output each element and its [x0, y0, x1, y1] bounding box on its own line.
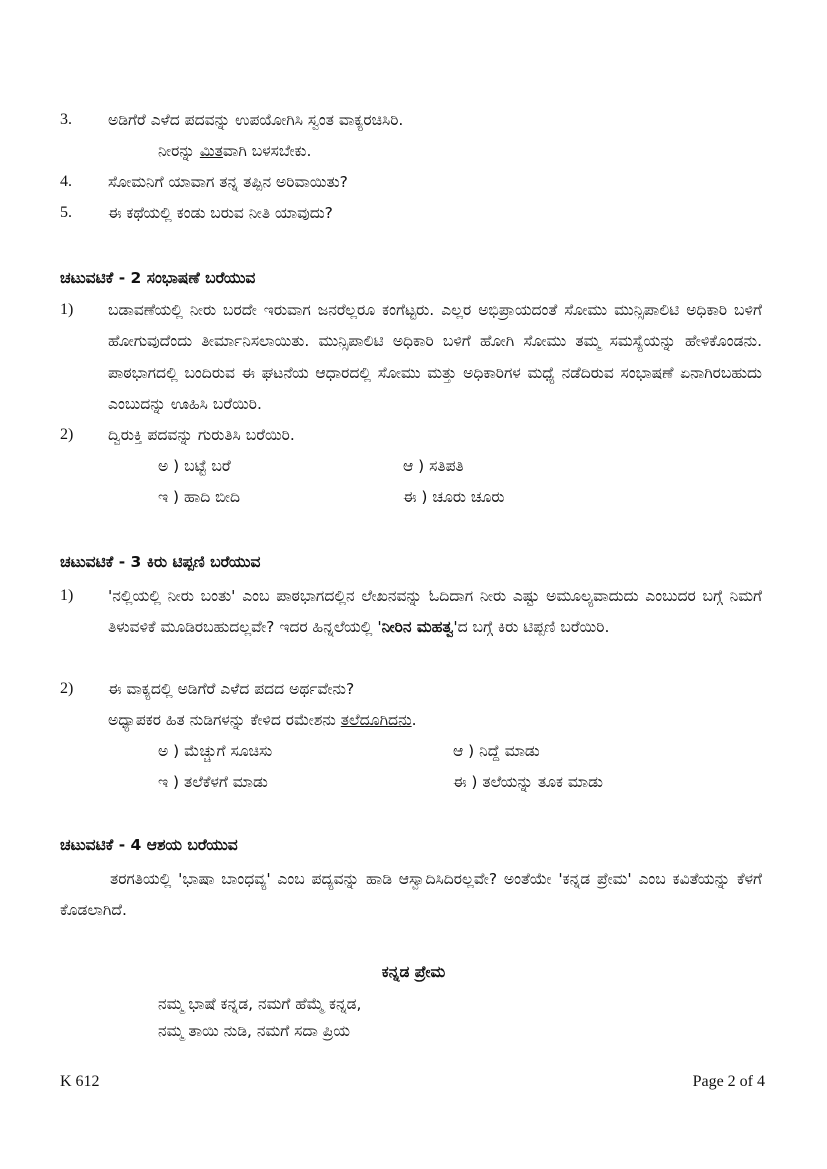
underlined-word: ತಲೆದೂಗಿದನು — [340, 711, 412, 729]
activity-paragraph: ತರಗತಿಯಲ್ಲಿ 'ಭಾಷಾ ಬಾಂಧವ್ಯ' ಎಂಬ ಪದ್ಯವನ್ನು ಹಾಡಿ ಆಸ್ವಾದಿಸಿದಿರಲ್ಲವೇ? ಅಂತೆಯೇ 'ಕನ್ನಡ ಪ್ರೇಮ' ಎಂಬ ಕವಿತೆಯನ್ನು ಕೆಳಗೆ ಕೊಡಲಾಗಿದೆ. — [60, 870, 762, 920]
option-aa: ಆ ) ನಿದ್ದೆ ಮಾಡು — [453, 742, 540, 760]
footer-code: K 612 — [60, 1073, 100, 1090]
underlined-word: ಮಿತ — [199, 142, 223, 160]
question-number: 3. — [60, 111, 72, 128]
option-ii: ಈ ) ತಲೆಯನ್ನು ತೂಕ ಮಾಡು — [453, 773, 603, 791]
option-i: ಇ ) ತಲೆಕೆಳಗೆ ಮಾಡು — [158, 773, 268, 791]
item-text: ದ್ವಿರುಕ್ತಿ ಪದವನ್ನು ಗುರುತಿಸಿ ಬರೆಯಿರಿ. — [108, 426, 295, 444]
item-number: 2) — [60, 680, 74, 697]
option-i: ಇ ) ಹಾದಿ ಬೀದಿ — [158, 488, 241, 506]
poem-line: ನಮ್ಮ ತಾಯಿ ನುಡಿ, ನಮಗೆ ಸದಾ ಪ್ರಿಯ — [158, 1022, 350, 1040]
question-number: 4. — [60, 173, 72, 190]
item-text: ಈ ವಾಕ್ಯದಲ್ಲಿ ಅಡಿಗೆರೆ ಎಳೆದ ಪದದ ಅರ್ಥವೇನು? — [108, 680, 355, 698]
item-number: 1) — [60, 301, 74, 318]
question-number: 5. — [60, 204, 72, 221]
poem-line: ನಮ್ಮ ಭಾಷೆ ಕನ್ನಡ, ನಮಗೆ ಹೆಮ್ಮೆ ಕನ್ನಡ, — [158, 995, 362, 1013]
poem-title: ಕನ್ನಡ ಪ್ರೇಮ — [381, 963, 446, 981]
item-number: 2) — [60, 426, 74, 443]
option-aa: ಆ ) ಸತಿಪತಿ — [403, 457, 464, 475]
activity-heading: ಚಟುವಟಿಕೆ - 4 ಆಶಯ ಬರೆಯುವ — [60, 836, 238, 854]
option-a: ಅ ) ಮೆಚ್ಚುಗೆ ಸೂಚಿಸು — [158, 742, 273, 760]
question-text: ಅಡಿಗೆರೆ ಎಳೆದ ಪದವನ್ನು ಉಪಯೋಗಿಸಿ ಸ್ವಂತ ವಾಕ್ಯರಚಿಸಿರಿ. — [108, 111, 404, 129]
item-number: 1) — [60, 587, 74, 604]
item-paragraph: 'ನಲ್ಲಿಯಲ್ಲಿ ನೀರು ಬಂತು' ಎಂಬ ಪಾಠಭಾಗದಲ್ಲಿನ ಲೇಖನವನ್ನು ಓದಿದಾಗ ನೀರು ಎಷ್ಟು ಅಮೂಲ್ಯವಾದುದು ಎಂಬುದರ ಬಗ್ಗೆ ನಿಮಗೆ ತಿಳುವಳಿಕೆ ಮೂಡಿರಬಹುದಲ್ಲವೇ? ಇದರ ಹಿನ್ನಲೆಯಲ್ಲಿ 'ನೀರಿನ ಮಹತ್ವ'ದ ಬಗ್ಗೆ ಕಿರು ಟಿಪ್ಪಣಿ ಬರೆಯಿರಿ. — [108, 587, 762, 637]
question-text: ಸೋಮನಿಗೆ ಯಾವಾಗ ತನ್ನ ತಪ್ಪಿನ ಅರಿವಾಯಿತು? — [108, 173, 348, 191]
question-text: ಈ ಕಥೆಯಲ್ಲಿ ಕಂಡು ಬರುವ ನೀತಿ ಯಾವುದು? — [108, 204, 333, 222]
activity-heading: ಚಟುವಟಿಕೆ - 2 ಸಂಭಾಷಣೆ ಬರೆಯುವ — [60, 269, 256, 287]
page-number: Page 2 of 4 — [692, 1073, 765, 1090]
option-a: ಅ ) ಬಟ್ಟೆ ಬರೆ — [158, 457, 231, 475]
option-ii: ಈ ) ಚೂರು ಚೂರು — [403, 488, 505, 506]
item-paragraph: ಬಡಾವಣೆಯಲ್ಲಿ ನೀರು ಬರದೇ ಇರುವಾಗ ಜನರೆಲ್ಲರೂ ಕಂಗೆಟ್ಟರು. ಎಲ್ಲರ ಅಭಿಪ್ರಾಯದಂತೆ ಸೋಮು ಮುನ್ಸಿಪಾಲಿಟಿ ಅಧಿಕಾರಿ ಬಳಿಗೆ ಹೋಗುವುದೆಂದು ತೀರ್ಮಾನಿಸಲಾಯಿತು. ಮುನ್ಸಿಪಾಲಿಟಿ ಅಧಿಕಾರಿ ಬಳಿಗೆ ಹೋಗಿ ಸೋಮು ತಮ್ಮ ಸಮಸ್ಯೆಯನ್ನು ಹೇಳಿಕೊಂಡನು. ಪಾಠಭಾಗದಲ್ಲಿ ಬಂದಿರುವ ಈ ಘಟನೆಯ ಆಧಾರದಲ್ಲಿ ಸೋಮು ಮತ್ತು ಅಧಿಕಾರಿಗಳ ಮಧ್ಯೆ ನಡೆದಿರುವ ಸಂಭಾಷಣೆ ಏನಾಗಿರಬಹುದು ಎಂಬುದನ್ನು ಊಹಿಸಿ ಬರೆಯಿರಿ. — [108, 301, 762, 413]
activity-heading: ಚಟುವಟಿಕೆ - 3 ಕಿರು ಟಿಪ್ಪಣಿ ಬರೆಯುವ — [60, 553, 261, 571]
example-sentence: ನೀರನ್ನು ಮಿತವಾಗಿ ಬಳಸಬೇಕು. — [158, 142, 312, 160]
bold-phrase: ನೀರಿನ ಮಹತ್ವ — [381, 618, 454, 637]
example-sentence: ಅಧ್ಯಾಪಕರ ಹಿತ ನುಡಿಗಳನ್ನು ಕೇಳಿದ ರಮೇಶನು ತಲೆದೂಗಿದನು. — [108, 711, 417, 729]
